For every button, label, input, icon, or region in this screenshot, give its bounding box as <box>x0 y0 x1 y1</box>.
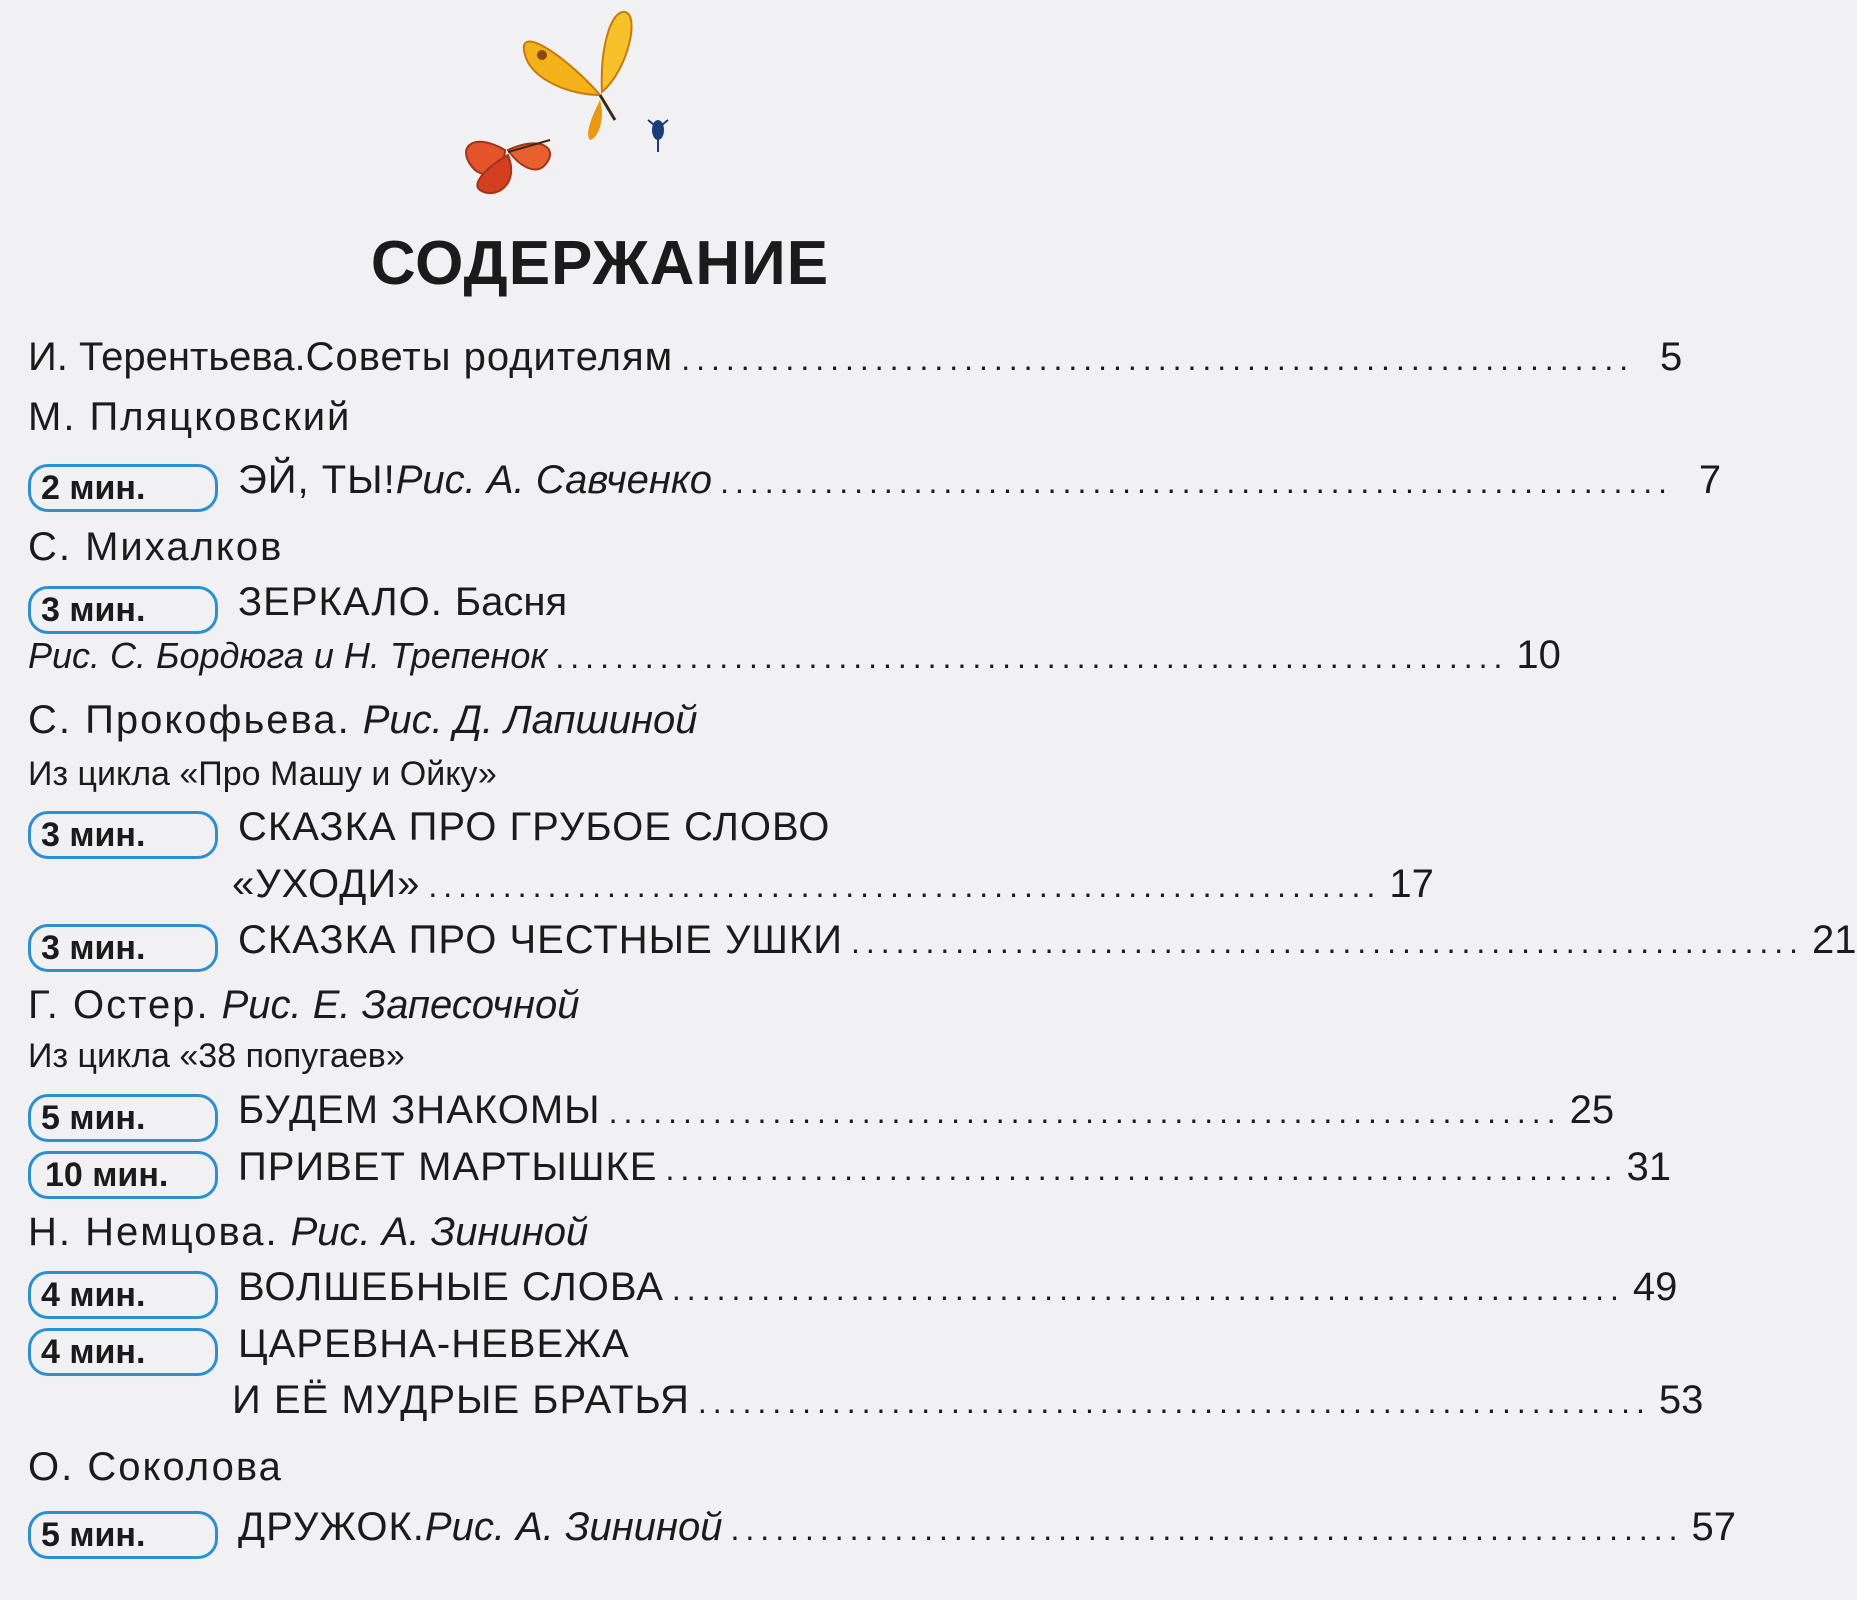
red-butterfly-icon <box>466 140 550 193</box>
reading-time-badge: 5 мин. <box>28 1511 218 1559</box>
blue-bug-icon <box>648 120 668 152</box>
entry-genre: Басня <box>454 580 568 624</box>
reading-time-badge: 5 мин. <box>28 1094 218 1142</box>
illustrator-credit: Рис. Е. Запесочной <box>221 983 580 1027</box>
page-number: 31 <box>1626 1145 1671 1189</box>
page-number: 49 <box>1632 1265 1678 1309</box>
entry-title: ЗЕРКАЛО. <box>238 580 443 624</box>
author-name: Н. Немцова. <box>28 1210 279 1254</box>
dot-leader: ................................................................ <box>555 639 1509 675</box>
author-prokofeva <box>28 698 1128 758</box>
author-name: О. Соколова <box>28 1445 283 1489</box>
dot-leader: ................................................................ <box>697 1384 1651 1420</box>
author-mikhalkov <box>28 525 1128 585</box>
toc-entry-volshebnye-slova[interactable] <box>28 1265 1678 1325</box>
reading-time-badge: 4 мин. <box>28 1328 218 1376</box>
reading-time-badge: 3 мин. <box>28 586 218 634</box>
illustrator-credit: Рис. А. Зининой <box>290 1210 589 1254</box>
toc-entry-zerkalo-continued[interactable] <box>28 633 1561 693</box>
entry-title: СКАЗКА ПРО ЧЕСТНЫЕ УШКИ <box>238 918 843 962</box>
reading-time-badge: 4 мин. <box>28 1271 218 1319</box>
illustrator-credit: Рис. С. Бордюга и Н. Трепенок <box>28 635 548 676</box>
entry-title: БУДЕМ ЗНАКОМЫ <box>238 1088 601 1132</box>
page-number: 53 <box>1658 1378 1704 1422</box>
dot-leader: ................................................................ <box>608 1094 1562 1130</box>
page-number: 25 <box>1569 1088 1615 1132</box>
illustrator-credit: Рис. А. Савченко <box>395 458 713 502</box>
yellow-butterfly-icon <box>524 12 632 140</box>
butterflies-illustration <box>450 0 710 210</box>
dot-leader: ................................................................ <box>665 1151 1619 1187</box>
toc-entry-gruboe-slovo[interactable] <box>28 805 1128 865</box>
page-number: 5 <box>1659 335 1683 379</box>
author-oster <box>28 983 1128 1043</box>
reading-time-badge: 3 мин. <box>28 811 218 859</box>
toc-entry-terenteva[interactable] <box>28 335 1683 395</box>
entry-title: Советы родителям <box>305 335 674 379</box>
toc-entry-chestnye-ushki[interactable] <box>28 918 1857 978</box>
reading-time-badge: 3 мин. <box>28 924 218 972</box>
author-name: Г. Остер. <box>28 983 210 1027</box>
toc-entry-tsarevna-continued[interactable] <box>28 1378 1704 1438</box>
dot-leader: ................................................................ <box>720 464 1674 500</box>
page-number: 7 <box>1698 458 1722 502</box>
reading-time-badge: 10 мин. <box>28 1151 218 1199</box>
dot-leader: ................................................................ <box>681 341 1635 377</box>
page-number: 21 <box>1812 918 1857 962</box>
illustrator-credit: Рис. А. Зининой <box>424 1505 723 1549</box>
toc-entry-privet[interactable] <box>28 1145 1671 1205</box>
page-title: СОДЕРЖАНИЕ <box>370 229 830 298</box>
dot-leader: ................................................................ <box>851 924 1804 960</box>
entry-title: ДРУЖОК. <box>238 1505 425 1549</box>
entry-title: СКАЗКА ПРО ГРУБОЕ СЛОВО <box>238 805 831 849</box>
entry-title: ВОЛШЕБНЫЕ СЛОВА <box>238 1265 664 1309</box>
toc-entry-druzhok[interactable] <box>28 1505 1737 1565</box>
page-number: 57 <box>1691 1505 1737 1549</box>
cycle-name: Из цикла «Про Машу и Ойку» <box>28 755 497 793</box>
illustrator-credit: Рис. Д. Лапшиной <box>362 698 698 742</box>
author-nemtsova <box>28 1210 1128 1270</box>
author-sokolova <box>28 1445 1128 1505</box>
dot-leader: ................................................................ <box>671 1271 1625 1307</box>
dot-leader: ................................................................ <box>428 868 1382 904</box>
author-name: С. Михалков <box>28 525 284 569</box>
entry-title: ЦАРЕВНА-НЕВЕЖА <box>238 1322 630 1366</box>
author-plyatskovsky <box>28 395 1128 455</box>
entry-title: ЭЙ, ТЫ! <box>238 458 396 502</box>
reading-time-badge: 2 мин. <box>28 464 218 512</box>
author-name: М. Пляцковский <box>28 395 352 439</box>
entry-title-continued: «УХОДИ» <box>232 862 421 906</box>
entry-title-continued: И ЕЁ МУДРЫЕ БРАТЬЯ <box>232 1378 690 1422</box>
toc-entry-budem-znakomy[interactable] <box>28 1088 1615 1148</box>
author-name: С. Прокофьева. <box>28 698 351 742</box>
toc-entry-gruboe-slovo-continued[interactable] <box>28 862 1434 922</box>
toc-entry-tsarevna[interactable] <box>28 1322 1128 1382</box>
toc-entry-zerkalo[interactable] <box>28 580 1128 640</box>
page-number: 17 <box>1389 862 1434 906</box>
dot-leader: ................................................................ <box>730 1511 1684 1547</box>
cycle-name: Из цикла «38 попугаев» <box>28 1037 405 1075</box>
author-name: И. Терентьева. <box>28 335 306 379</box>
entry-title: ПРИВЕТ МАРТЫШКЕ <box>238 1145 658 1189</box>
page-number: 10 <box>1516 633 1561 677</box>
toc-entry-ey-ty[interactable] <box>28 458 1722 518</box>
